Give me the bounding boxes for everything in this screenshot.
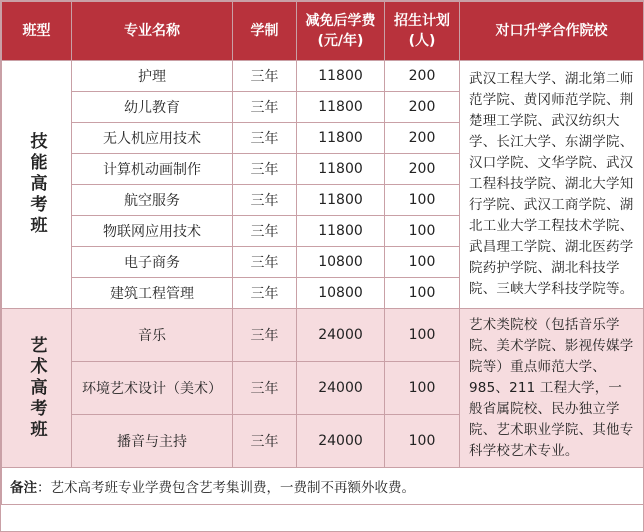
header-duration: 学制 [233, 2, 297, 61]
plan-cell: 200 [385, 154, 460, 185]
duration-cell: 三年 [233, 61, 297, 92]
header-major: 专业名称 [72, 2, 233, 61]
duration-cell: 三年 [233, 154, 297, 185]
major-cell: 幼儿教育 [72, 92, 233, 123]
duration-cell: 三年 [233, 278, 297, 309]
note-label: 备注 [10, 480, 37, 496]
fee-cell: 11800 [297, 92, 385, 123]
plan-cell: 100 [385, 415, 460, 468]
header-fee: 减免后学费 (元/年) [297, 2, 385, 61]
plan-cell: 100 [385, 309, 460, 362]
header-row [2, 2, 644, 61]
plan-cell: 100 [385, 362, 460, 415]
header-plan: 招生计划 (人) [385, 2, 460, 61]
fee-cell: 11800 [297, 61, 385, 92]
table-row [2, 61, 644, 92]
major-cell: 环境艺术设计（美术） [72, 362, 233, 415]
class-type-cell [2, 61, 72, 309]
major-cell: 护理 [72, 61, 233, 92]
fee-cell: 11800 [297, 154, 385, 185]
fee-cell: 11800 [297, 216, 385, 247]
duration-cell: 三年 [233, 123, 297, 154]
fee-cell: 10800 [297, 247, 385, 278]
plan-cell: 200 [385, 123, 460, 154]
class-type-cell [2, 309, 72, 468]
major-cell: 物联网应用技术 [72, 216, 233, 247]
duration-cell: 三年 [233, 309, 297, 362]
class-type-name: 艺术高考班 [26, 335, 47, 441]
fee-cell: 24000 [297, 415, 385, 468]
major-cell: 计算机动画制作 [72, 154, 233, 185]
fee-cell: 24000 [297, 362, 385, 415]
fee-cell: 10800 [297, 278, 385, 309]
duration-cell: 三年 [233, 92, 297, 123]
skill-group [2, 61, 644, 309]
major-cell: 建筑工程管理 [72, 278, 233, 309]
partner-schools-cell: 艺术类院校（包括音乐学院、美术学院、影视传媒学院等）重点师范大学、985、211 工程大学，一般省属院校、民办独立学院、艺术职业学院、其他专科学校艺术专业。 [460, 309, 644, 468]
fee-cell: 11800 [297, 123, 385, 154]
class-type-name: 技能高考班 [26, 132, 47, 237]
header-schools: 对口升学合作院校 [460, 2, 644, 61]
note-text: ：艺术高考班专业学费包含艺考集训费，一费制不再额外收费。 [37, 480, 415, 496]
duration-cell: 三年 [233, 216, 297, 247]
duration-cell: 三年 [233, 247, 297, 278]
note-row [2, 468, 644, 505]
plan-cell: 100 [385, 216, 460, 247]
plan-cell: 100 [385, 185, 460, 216]
duration-cell: 三年 [233, 415, 297, 468]
major-cell: 电子商务 [72, 247, 233, 278]
plan-cell: 200 [385, 61, 460, 92]
plan-cell: 200 [385, 92, 460, 123]
major-cell: 音乐 [72, 309, 233, 362]
fee-cell: 24000 [297, 309, 385, 362]
plan-cell: 100 [385, 278, 460, 309]
major-cell: 无人机应用技术 [72, 123, 233, 154]
art-group [2, 309, 644, 468]
major-cell: 航空服务 [72, 185, 233, 216]
major-cell: 播音与主持 [72, 415, 233, 468]
duration-cell: 三年 [233, 362, 297, 415]
enrollment-table [1, 1, 644, 505]
fee-cell: 11800 [297, 185, 385, 216]
header-class-type: 班型 [2, 2, 72, 61]
table-row [2, 309, 644, 362]
partner-schools-cell: 武汉工程大学、湖北第二师范学院、黄冈师范学院、荆楚理工学院、武汉纺织大学、长江大学、东湖学院、汉口学院、文华学院、武汉工程科技学院、湖北大学知行学院、武汉工商学院、湖北工业大学工程技术学院、武昌理工学院、湖北医药学院药护学院、湖北科技学院、三峡大学科技学院等。 [460, 61, 644, 309]
note-cell [2, 468, 644, 505]
duration-cell: 三年 [233, 185, 297, 216]
plan-cell: 100 [385, 247, 460, 278]
